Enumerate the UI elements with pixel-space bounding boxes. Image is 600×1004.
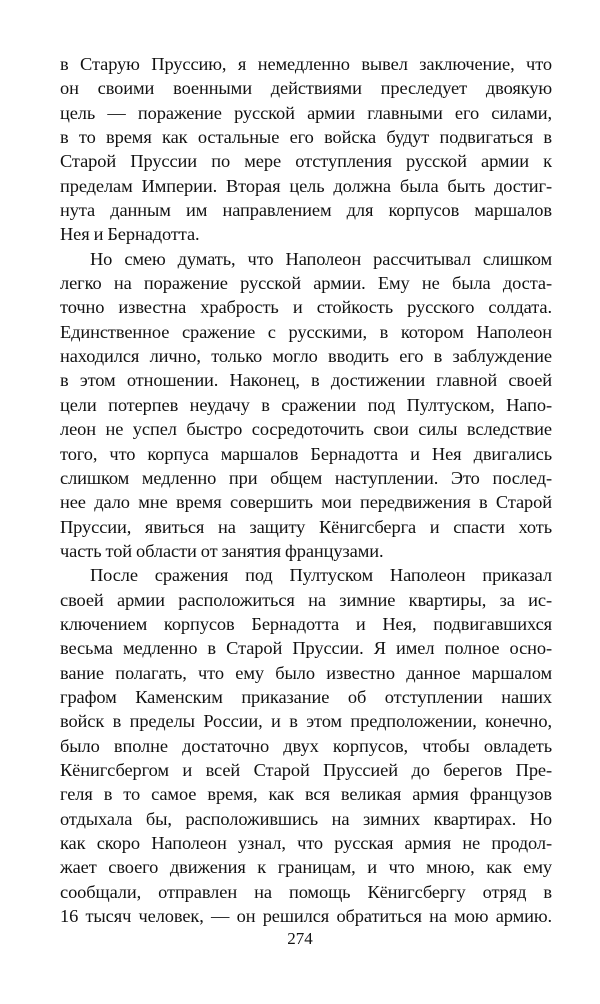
text-line: слишком медленно при общем наступлении. Это послед-	[60, 467, 552, 488]
text-line: жает своего движения к границам, и что мною, как ему	[60, 857, 552, 878]
text-line: в Старую Пруссию, я немедленно вывел заключение, что	[60, 54, 552, 74]
text-line: геля в то самое время, как вся великая армия французов	[60, 784, 552, 805]
text-line: отдыхала бы, расположившись на зимних квартирах. Но	[60, 808, 552, 829]
text-line: он своими военными действиями преследует двоякую	[60, 78, 552, 99]
text-line: 16 тысяч человек, — он решился обратиться на мою армию.	[60, 906, 552, 927]
text-line: как скоро Наполеон узнал, что русская армия не продол-	[60, 833, 552, 853]
text-line: Но смею думать, что Наполеон рассчитывал слишком	[90, 248, 552, 269]
paragraph	[60, 247, 552, 563]
text-line: весьма медленно в Старой Пруссии. Я имел полное осно-	[60, 638, 552, 659]
text-line: своей армии расположиться на зимние квартиры, за ис-	[60, 589, 552, 610]
text-line: Кёнигсбергом и всей Старой Пруссией до берегов Пре-	[60, 759, 552, 780]
text-line: было вполне достаточно двух корпусов, чтобы овладеть	[60, 735, 552, 756]
text-line: Нея и Бернадотта.	[60, 224, 200, 245]
text-line: сообщали, отправлен на помощь Кёнигсбергу отряд в	[60, 881, 552, 902]
text-line: цели потерпев неудачу в сражении под Пултуском, Напо-	[60, 394, 552, 415]
text-line: Старой Пруссии по мере отступления русской армии к	[60, 151, 552, 172]
paragraph	[60, 52, 552, 247]
text-line: в этом отношении. Наконец, в достижении главной своей	[60, 370, 552, 391]
text-line: легко на поражение русской армии. Ему не была доста-	[60, 273, 552, 294]
page-number: 274	[287, 929, 313, 948]
text-line: графом Каменским приказание об отступлении наших	[60, 686, 552, 707]
text-line: находился лично, только могло вводить его в заблуждение	[60, 346, 552, 367]
text-line: Единственное сражение с русскими, в котором Наполеон	[60, 321, 552, 342]
text-line: нута данным им направлением для корпусов маршалов	[60, 200, 552, 221]
text-line: нее дало мне время совершить мои передвижения в Старой	[60, 492, 552, 513]
text-line: леон не успел быстро сосредоточить свои силы вследствие	[60, 419, 552, 440]
text-line: войск в пределы России, и в этом предположении, конечно,	[60, 711, 552, 732]
text-line: ключением корпусов Бернадотта и Нея, подвигавшихся	[60, 613, 552, 634]
text-line: пределам Империи. Вторая цель должна была быть достиг-	[60, 175, 552, 196]
text-line: После сражения под Пултуском Наполеон приказал	[90, 565, 552, 586]
text-line: Пруссии, явиться на защиту Кёнигсберга и спасти хоть	[60, 516, 552, 537]
body-text	[60, 52, 552, 928]
paragraph	[60, 563, 552, 928]
text-line: в то время как остальные его войска будут подвигаться в	[60, 127, 552, 148]
text-line: часть той области от занятия французами.	[60, 540, 384, 561]
text-line: вание полагать, что ему было известно данное маршалом	[60, 662, 552, 683]
text-line: цель — поражение русской армии главными его силами,	[60, 102, 552, 123]
text-line: точно известна храбрость и стойкость русского солдата.	[60, 297, 552, 318]
text-line: того, что корпуса маршалов Бернадотта и Нея двигались	[60, 443, 552, 464]
